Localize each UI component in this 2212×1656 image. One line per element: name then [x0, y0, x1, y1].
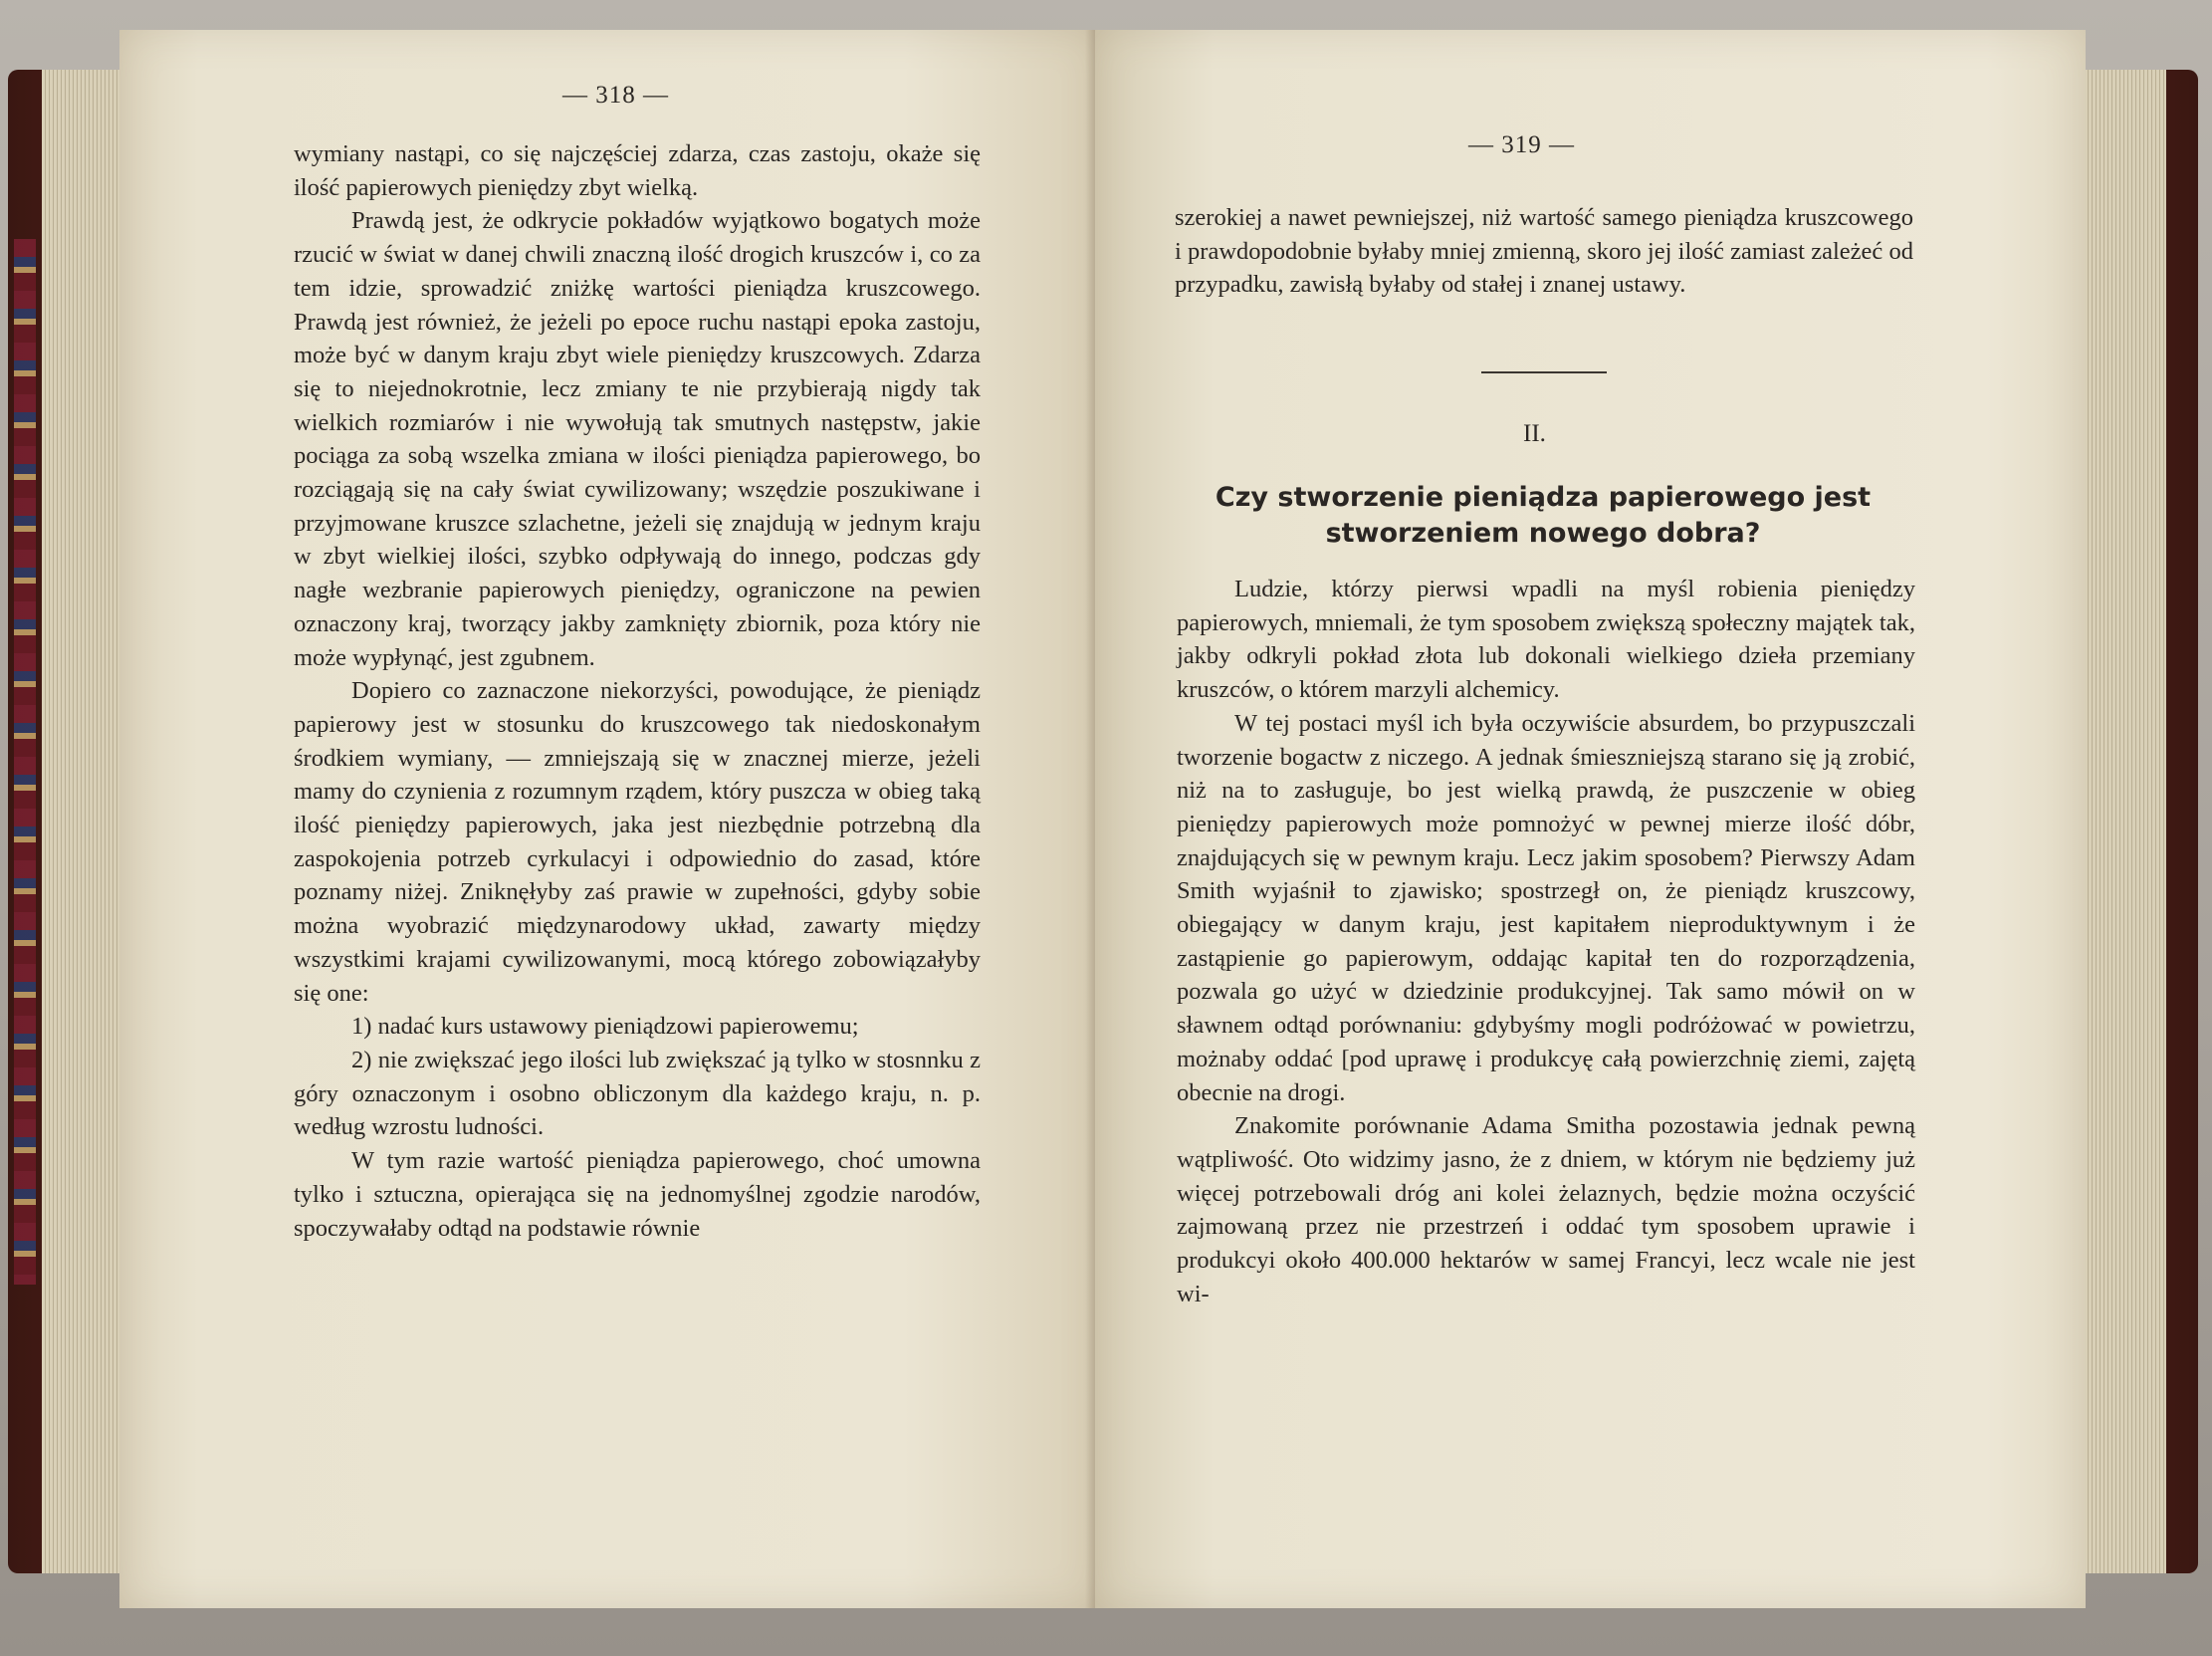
left-paragraph: Prawdą jest, że odkrycie pokładów wyjątkowo bogatych może rzucić w świat w danej chwili znaczną ilość drogich kruszców i, co za tem idzie, sprowadzić zniżkę wartości pieniądza kruszcowego. Prawdą jest również, że jeżeli po epoce ruchu nastąpi epoka zastoju, może być w danym kraju zbyt wiele pieniędzy kruszcowych. Zdarza się to niejednokrotnie, lecz zmiany te nie przybierają nigdy tak wielkich rozmiarów i nie wywołują tak smutnych następstw, jakie pociąga za sobą wszelka zmiana w ilości pieniądza papierowego, bo rozciągają się na cały świat cywilizowany; wszędzie poszukiwane i przyjmowane kruszce szlachetne, jeżeli się znajdują w jednym kraju w zbyt wielkiej ilości, szybko odpływają do innego, podczas gdy nagłe wezbranie papierowych pieniędzy, ograniczone na pewien oznaczony kraj, tworzący jakby zamknięty zbiornik, poza który nie może wypłynąć, jest zgubnem. — [294, 207, 981, 671]
right-page-opening — [1175, 201, 1913, 302]
left-page-header: — 318 — — [562, 82, 669, 109]
marbled-edge — [14, 239, 36, 1285]
right-paragraph: szerokiej a nawet pewniejszej, niż wartość samego pieniądza kruszcowego i prawdopodobnie byłaby mniej zmienną, skoro jej ilość zamiast zależeć od przypadku, zawisłą byłaby od stałej i znanej ustawy. — [1175, 204, 1913, 299]
section-title — [1155, 480, 1931, 552]
left-page — [119, 30, 1100, 1608]
list-item: 1) nadać kurs ustawowy pieniądzowi papierowemu; — [351, 1013, 859, 1041]
section-number: II. — [1523, 420, 1546, 447]
right-paragraph: W tej postaci myśl ich była oczywiście absurdem, bo przypuszczali tworzenie bogactw z niczego. A jednak śmieszniejszą starano się ją zrobić, niż na to zasługuje, bo jest wielką prawdą, że puszczenie w obieg pieniędzy papierowych może pomnożyć w pewnej mierze ilość dóbr, znajdujących się w pewnym kraju. Lecz jakim sposobem? Pierwszy Adam Smith wyjaśnił to zjawisko; spostrzegł on, że pieniądz kruszcowy, obiegający w danym kraju, jest kapitałem nieproduktywnym i że zastąpienie go papierowym, oddając kapitał ten do rozporządzenia, pozwala go użyć w dziedzinie produkcyjnej. Tak samo mówił on w sławnem odtąd porównaniu: gdybyśmy mogli podróżować w powietrzu, możnaby oddać [pod uprawę i produkcyę całą powierzchnię ziemi, zajętą obecnie na drogi. — [1177, 709, 1915, 1106]
left-page-edges — [42, 70, 131, 1573]
left-paragraph: Dopiero co zaznaczone niekorzyści, powodujące, że pieniądz papierowy jest w stosunku do kruszcowego tak niedoskonałym środkiem wymiany, — zmniejszają się w znacznej mierze, jeżeli mamy do czynienia z rozumnym rządem, który puszcza w obieg taką ilość pieniędzy papierowych, jaka jest niezbędnie potrzebną dla zaspokojenia potrzeb cyrkulacyi i odpowiednio do zasad, które poznamy niżej. Zniknęłyby zaś prawie w zupełności, gdyby sobie można wyobrazić międzynarodowy układ, zawarty między wszystkimi krajami cywilizowanymi, mocą którego zobowiązałyby się one: — [294, 677, 981, 1007]
right-page-edges — [2077, 70, 2166, 1573]
right-page-body — [1177, 573, 1915, 1310]
list-item: 2) nie zwiększać jego ilości lub zwiększać ją tylko w stosnnku z góry oznaczonym i osobno obliczonym dla każdego kraju, n. p. według wzrostu ludności. — [294, 1046, 981, 1141]
right-page-header: — 319 — — [1468, 131, 1575, 158]
section-title-line: stworzeniem nowego dobra? — [1325, 518, 1761, 549]
right-paragraph: Ludzie, którzy pierwsi wpadli na myśl robienia pieniędzy papierowych, mniemali, że tym sposobem zwiększą społeczny majątek tak, jakby odkryli pokład złota lub dokonali wielkiego dzieła przemiany kruszców, o którem marzyli alchemicy. — [1177, 576, 1915, 704]
right-page — [1095, 30, 2086, 1608]
section-divider — [1481, 371, 1607, 373]
left-paragraph: W tym razie wartość pieniądza papierowego, choć umowna tylko i sztuczna, opierająca się na jednomyślnej zgodzie narodów, spoczywałaby odtąd na podstawie równie — [294, 1147, 981, 1242]
right-paragraph: Znakomite porównanie Adama Smitha pozostawia jednak pewną wątpliwość. Oto widzimy jasno, że z dniem, w którym nie będziemy już więcej potrzebowali dróg ani kolei żelaznych, będzie można oczyścić zajmowaną przez nie przestrzeń i oddać tym sposobem uprawie i produkcyi około 400.000 hektarów w samej Francyi, lecz wcale nie jest wi- — [1177, 1112, 1915, 1307]
left-paragraph: wymiany nastąpi, co się najczęściej zdarza, czas zastoju, okaże się ilość papierowych pieniędzy zbyt wielką. — [294, 140, 981, 201]
section-title-line: Czy stworzenie pieniądza papierowego jest — [1215, 482, 1872, 513]
left-page-body — [294, 137, 981, 1245]
